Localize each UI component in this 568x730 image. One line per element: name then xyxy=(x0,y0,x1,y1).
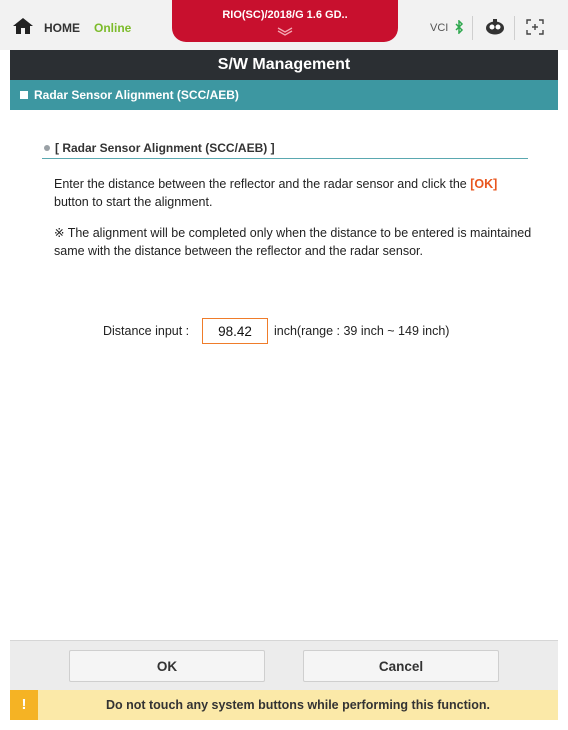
home-label[interactable]: HOME xyxy=(44,21,80,35)
section-header xyxy=(10,80,558,110)
distance-range: inch(range : 39 inch ~ 149 inch) xyxy=(274,324,450,338)
cancel-button[interactable]: Cancel xyxy=(303,650,499,682)
top-bar xyxy=(0,0,568,50)
sub-heading-text: [ Radar Sensor Alignment (SCC/AEB) ] xyxy=(55,141,275,155)
instruction-text xyxy=(54,175,534,211)
distance-label: Distance input : xyxy=(103,324,190,338)
ok-highlight: [OK] xyxy=(470,177,498,191)
page-title: S/W Management xyxy=(10,50,558,80)
vci-device-icon[interactable] xyxy=(484,18,506,36)
header-divider xyxy=(472,16,473,40)
note-text: ※ The alignment will be completed only when the distance to be entered is maintained same with the distance between the reflector and the radar sensor. xyxy=(54,226,532,258)
instruction-part: button to start the alignment. xyxy=(54,195,213,209)
ok-button[interactable]: OK xyxy=(69,650,265,682)
header-divider xyxy=(514,16,515,40)
distance-input[interactable] xyxy=(202,318,268,344)
bluetooth-icon xyxy=(454,20,464,34)
warning-text: Do not touch any system buttons while performing this function. xyxy=(105,698,491,712)
divider xyxy=(42,158,528,159)
vehicle-label: RIO(SC)/2018/G 1.6 GD.. xyxy=(222,9,348,21)
button-bar xyxy=(10,640,558,690)
sub-heading xyxy=(44,141,275,155)
fullscreen-icon[interactable] xyxy=(526,19,544,35)
square-icon xyxy=(20,91,28,99)
warning-bar xyxy=(10,690,558,720)
chevron-down-icon xyxy=(276,26,294,36)
warning-icon: ! xyxy=(10,690,38,720)
connection-status: Online xyxy=(94,21,132,35)
home-icon[interactable] xyxy=(12,17,34,35)
bullet-icon xyxy=(44,145,50,151)
instruction-part: Enter the distance between the reflector and the radar sensor and click the xyxy=(54,177,471,191)
section-label: Radar Sensor Alignment (SCC/AEB) xyxy=(34,88,239,102)
vci-label: VCI xyxy=(430,22,449,34)
vehicle-selector[interactable] xyxy=(172,0,398,42)
